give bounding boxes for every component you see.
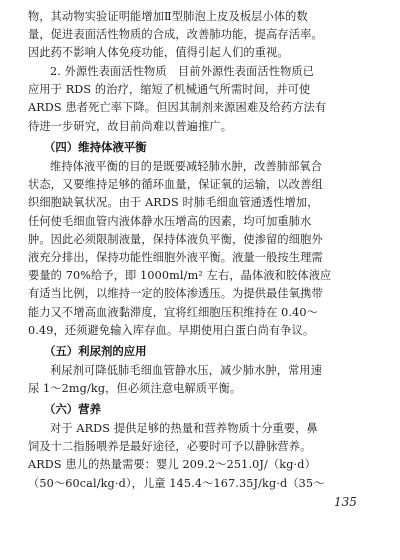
section-heading-nutrition: （六）营养 [44,402,101,416]
section-heading-fluid-balance: （四）维持体液平衡 [44,140,147,154]
paragraph-immune-effect [28,8,372,63]
text-line: 状态，又要维持足够的循环血量，保证氧的运输，以改善组 [28,178,323,192]
text-line: 肿。因此必须限制液量，保持体液负平衡，使渗留的细胞外 [28,232,323,246]
paragraph-exogenous-surfactant [28,63,372,136]
text-line: 应用于 RDS 的治疗，缩短了机械通气所需时间，并可使 [28,83,311,97]
text-line: 2. 外源性表面活性物质 目前外源性表面活性物质已 [50,65,315,78]
paragraph-nutrition [28,420,372,493]
text-line: 因此药不影响人体免疫功能，值得引起人们的重视。 [28,46,289,60]
text-line: 0.49，还须避免输入库存血。早期使用白蛋白尚有争议。 [28,323,315,337]
text-line: 液充分排出，保持功能性细胞外液平衡。液量一般按生理需 [28,251,323,265]
section-heading-diuretics: （五）利尿剂的应用 [44,344,147,358]
text-line: 量，促进表面活性物质的合成，改善肺功能，提高存活率。 [28,28,323,42]
text-line: 织细胞缺氧状况。由于 ARDS 时肺毛细血管通透性增加， [28,196,319,210]
text-line: 任何使毛细血管内液体静水压增高的因素，均可加重肺水 [28,214,312,228]
text-line: 维持体液平衡的目的是既要减轻肺水肿，改善肺部氧合 [50,160,323,173]
text-line: （50～60cal/kg·d），儿童 145.4～167.35J/kg·d（35～ [28,476,325,490]
paragraph-fluid-balance [28,158,372,340]
text-line: 利尿剂可降低肺毛细血管静水压，减少肺水肿，常用速 [50,364,323,377]
text-line: 物，其动物实验证明能增加Ⅱ型肺泡上皮及板层小体的数 [28,10,308,23]
text-line: 要量的 70%给予，即 1000ml/m² 左右，晶体液和胶体液应 [28,269,332,283]
text-line: 对于 ARDS 提供足够的热量和营养物质十分重要，鼻 [50,422,318,435]
text-line: ARDS 患者死亡率下降。但因其制剂来源困难及给药方法有 [28,101,327,115]
text-line: 有适当比例，以维持一定的胶体渗透压。为提供最佳氧携带 [28,287,323,301]
text-line: 能力又不增高血液黏滞度，宜将红细胞压积维持在 0.40～ [28,305,318,319]
text-line: ARDS 患儿的热量需要：婴儿 209.2～251.0J/（kg·d） [28,458,316,472]
paragraph-diuretics [28,362,372,398]
text-line: 待进一步研究，故目前尚难以普遍推广。 [28,119,233,133]
page-number: 135 [334,495,357,509]
text-line: 饲及十二指肠喂养是最好途径，必要时可予以静脉营养。 [28,440,312,454]
text-line: 尿 1～2mg/kg，但必须注意电解质平衡。 [28,382,242,396]
